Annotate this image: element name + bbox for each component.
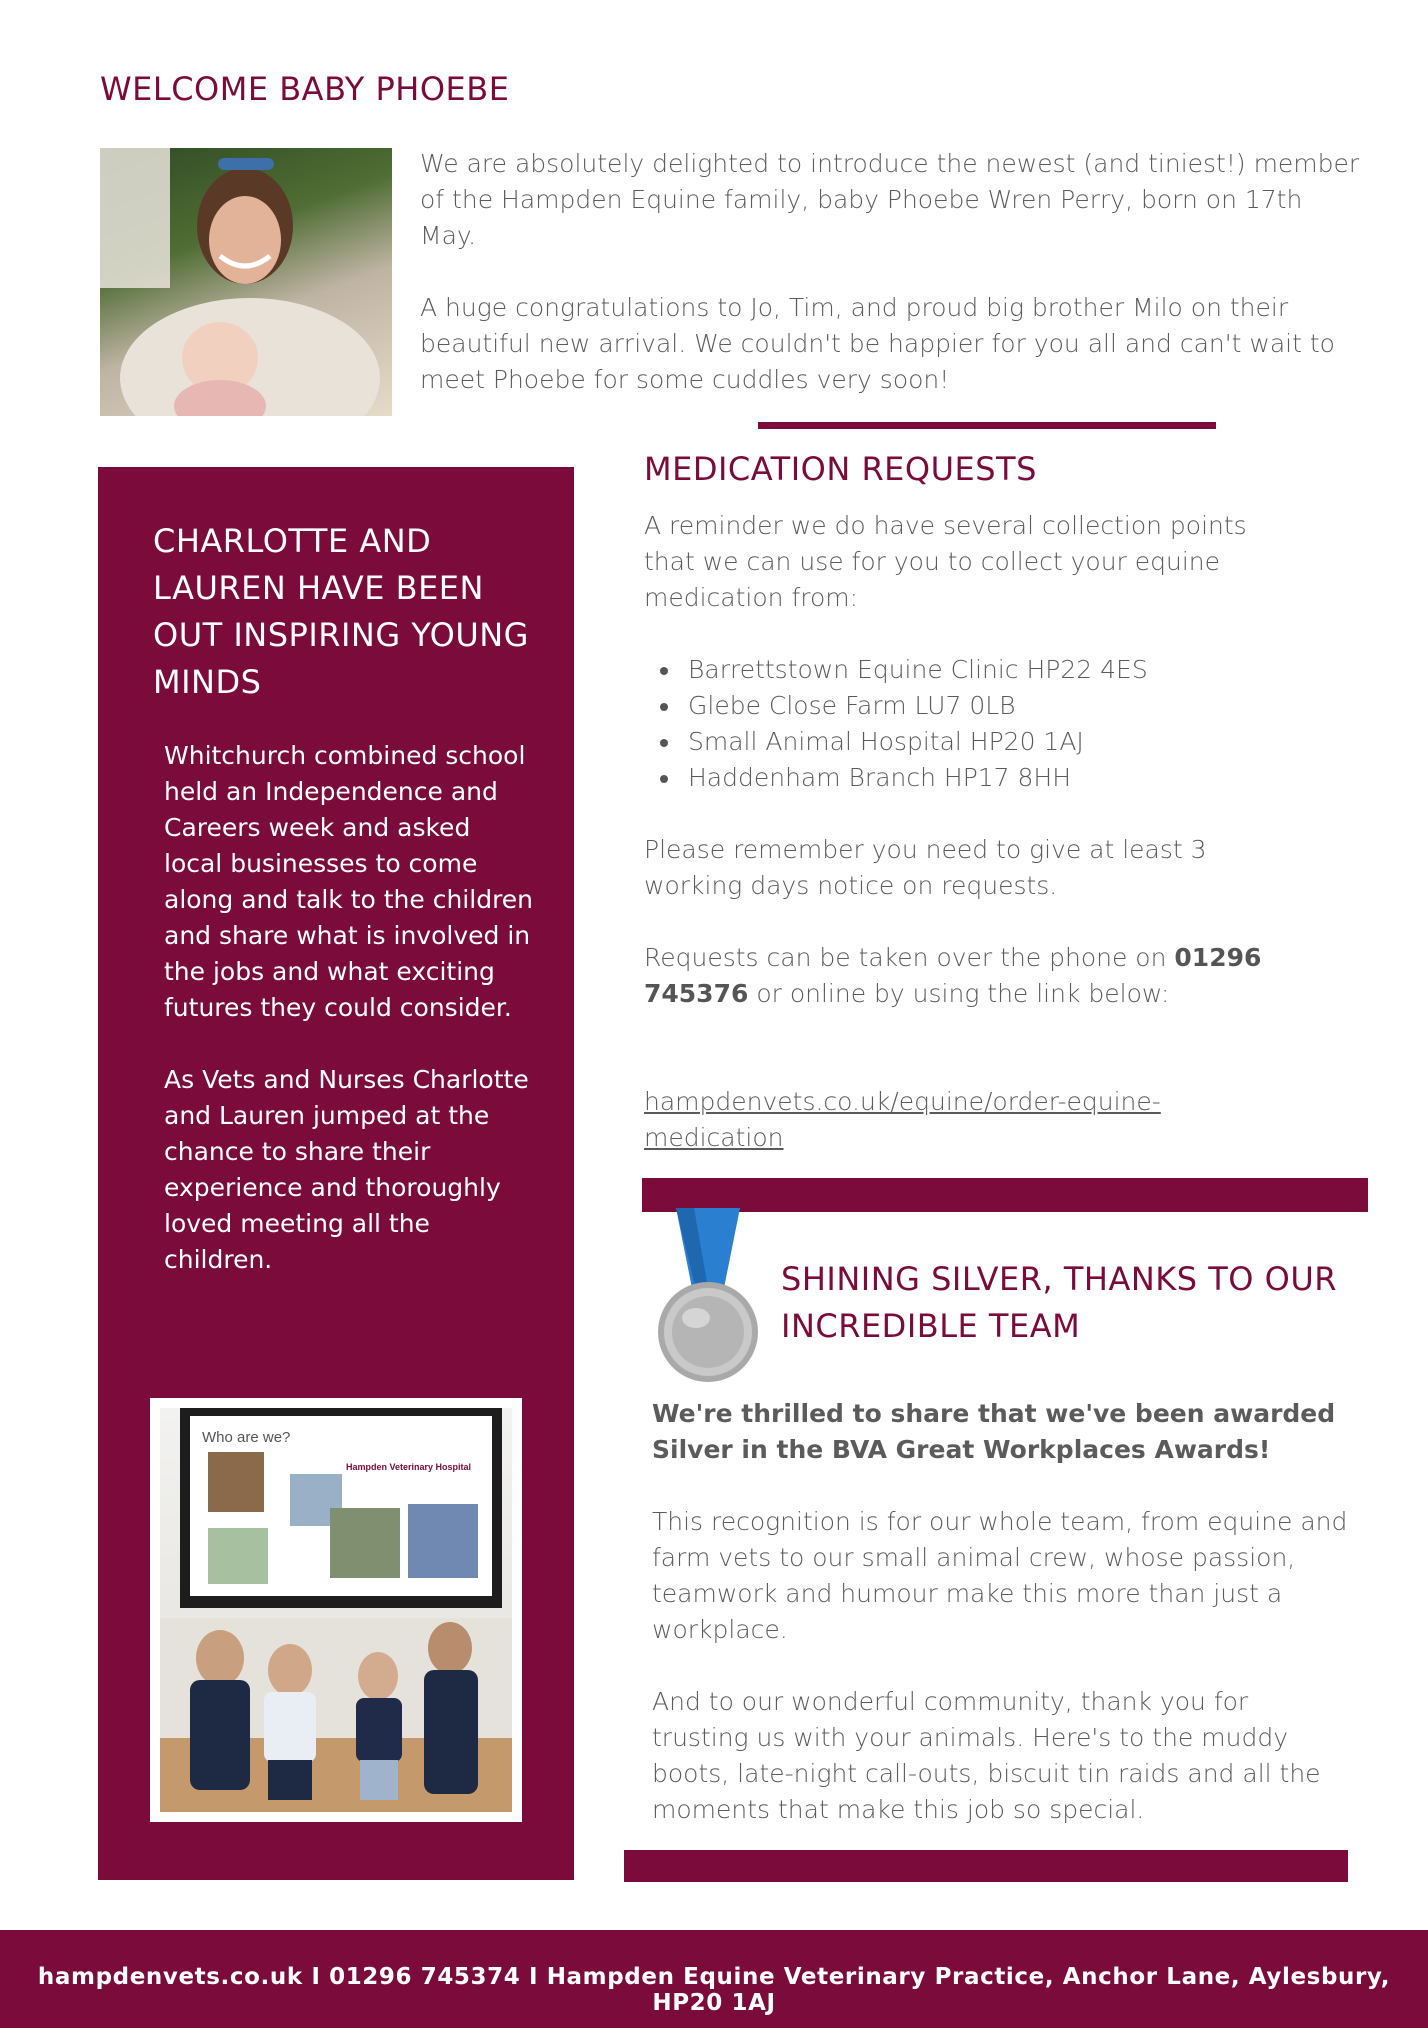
- list-item: Glebe Close Farm LU7 0LB: [644, 688, 1304, 724]
- medication-requests: [644, 940, 1304, 1012]
- silver-medal-icon: [656, 1208, 760, 1384]
- footer: [0, 1930, 1428, 2028]
- silver-award-paragraph-2: And to our wonderful community, thank you for trusting us with your animals. Here's to the muddy boots, late-night call-outs, biscuit tin raids and all the moments that make this job so special.: [652, 1687, 1321, 1824]
- silver-award-title: SHINING SILVER, THANKS TO OUR INCREDIBLE TEAM: [781, 1260, 1337, 1345]
- outreach-title: CHARLOTTE AND LAUREN HAVE BEEN OUT INSPIRING YOUNG MINDS: [153, 522, 529, 701]
- school-visit-photo: [150, 1398, 522, 1822]
- section-divider: [624, 1850, 1348, 1882]
- medication-title: MEDICATION REQUESTS: [644, 450, 1037, 488]
- welcome-paragraph-1: We are absolutely delighted to introduce the newest (and tiniest!) member of the Hampden Equine family, baby Phoebe Wren Perry, born on 17th May.: [420, 149, 1360, 250]
- footer-contact: hampdenvets.co.uk I 01296 745374 I Hampden Equine Veterinary Practice, Anchor Lane, Aylesbury, HP20 1AJ: [37, 1964, 1391, 2016]
- section-divider: [642, 1178, 1368, 1212]
- list-item: Haddenham Branch HP17 8HH: [644, 760, 1304, 796]
- school-visit-photo-image: [160, 1408, 512, 1812]
- section-divider: [758, 422, 1216, 429]
- medication-notice: Please remember you need to give at least 3 working days notice on requests.: [644, 835, 1207, 900]
- welcome-paragraph-2: A huge congratulations to Jo, Tim, and proud big brother Milo on their beautiful new arrival. We couldn't be happier for you all and can't wait to meet Phoebe for some cuddles very soon!: [420, 293, 1335, 394]
- requests-text-before: Requests can be taken over the phone on: [644, 943, 1175, 972]
- screen-brand: Hampden Veterinary Hospital: [346, 1462, 472, 1472]
- order-medication-link[interactable]: hampdenvets.co.uk/equine/order-equine-medication: [644, 1087, 1161, 1152]
- requests-text-after: or online by using the link below:: [748, 979, 1170, 1008]
- welcome-title: WELCOME BABY PHOEBE: [100, 70, 510, 108]
- phone-number: 01296 745376: [644, 943, 1262, 1008]
- phoebe-photo-illustration: [100, 148, 392, 416]
- outreach-paragraph-1: Whitchurch combined school held an Independence and Careers week and asked local businesses to come along and talk to the children and share what is involved in the jobs and what exciting futures they could consider.: [164, 741, 534, 1022]
- phoebe-photo: [100, 148, 392, 416]
- screen-heading: Who are we?: [202, 1429, 291, 1446]
- outreach-text: [164, 738, 536, 1278]
- collection-points-list: [644, 652, 1304, 796]
- welcome-text: [420, 146, 1360, 398]
- medication-intro: A reminder we do have several collection points that we can use for you to collect your equine medication from:: [644, 511, 1247, 612]
- silver-award-lead: We're thrilled to share that we've been awarded Silver in the BVA Great Workplaces Awards!: [652, 1399, 1336, 1464]
- silver-award-paragraph-1: This recognition is for our whole team, from equine and farm vets to our small animal crew, whose passion, teamwork and humour make this more than just a workplace.: [652, 1507, 1348, 1644]
- outreach-paragraph-2: As Vets and Nurses Charlotte and Lauren jumped at the chance to share their experience and thoroughly loved meeting all the children.: [164, 1065, 529, 1274]
- list-item: Small Animal Hospital HP20 1AJ: [644, 724, 1304, 760]
- school-visit-illustration: [160, 1408, 512, 1812]
- list-item: Barrettstown Equine Clinic HP22 4ES: [644, 652, 1304, 688]
